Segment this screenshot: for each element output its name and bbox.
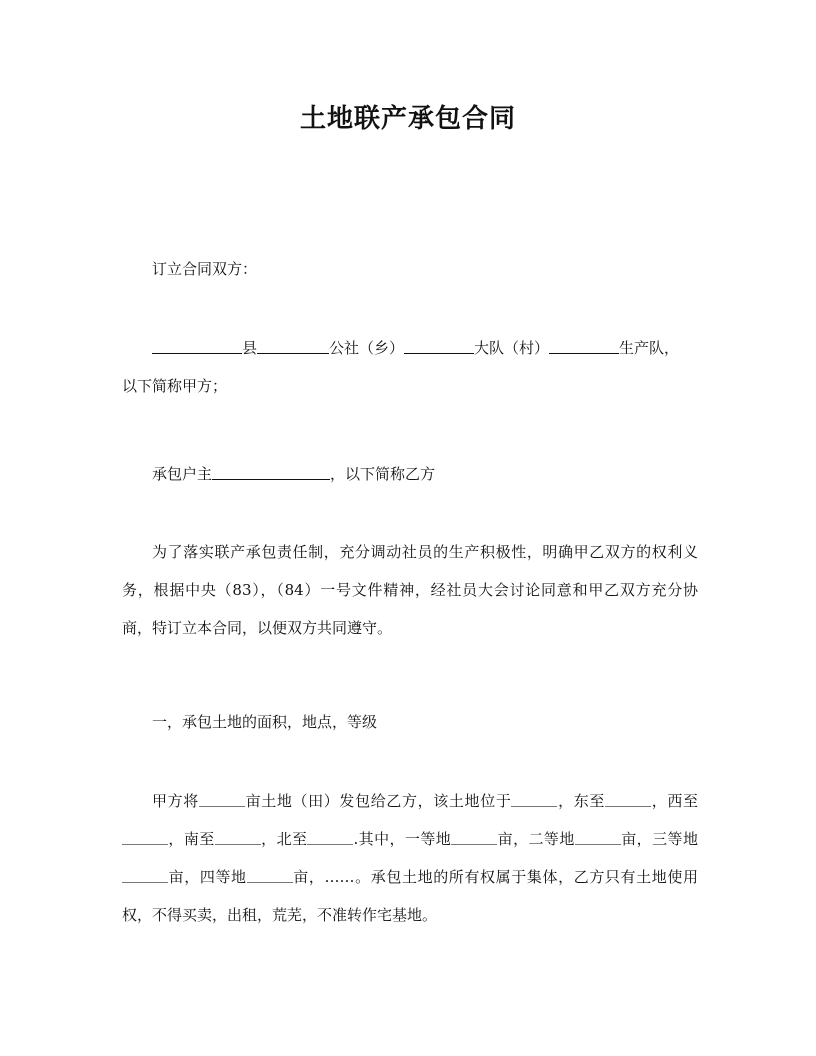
team-blank[interactable]	[549, 338, 619, 354]
document-title: 土地联产承包合同	[299, 104, 516, 134]
s1-text-6: ，北至	[260, 830, 308, 848]
purpose-paragraph: 为了落实联产承包责任制，充分调动社员的生产积极性，明确甲乙双方的权利义务，根据中央（83），（84）一号文件精神，经社员大会讨论同意和甲乙双方充分协商，特订立本合同，以便双方共同遵守。	[122, 543, 698, 637]
section1-heading: 一，承包土地的面积，地点，等级	[152, 713, 378, 731]
brigade-label: 大队（村）	[474, 339, 550, 357]
party-b-prefix: 承包户主	[152, 465, 213, 483]
commune-blank[interactable]	[257, 338, 329, 354]
grade1-blank[interactable]	[451, 830, 497, 845]
north-boundary-blank[interactable]	[307, 830, 353, 845]
section1-paragraph	[122, 782, 698, 934]
grade3-blank[interactable]	[122, 868, 168, 883]
s1-text-11: 亩，……。承包土地的所有权属于集体，乙方只有土地使用权，不得买卖，出租，荒芜，不准转作宅基地。	[122, 868, 698, 924]
s1-text-9: 亩，三等地	[620, 830, 698, 848]
area-blank[interactable]	[199, 792, 245, 807]
grade4-blank[interactable]	[247, 868, 293, 883]
party-a-suffix: 以下简称甲方；	[122, 377, 228, 395]
county-label: 县	[242, 339, 258, 357]
contractor-name-blank[interactable]	[212, 464, 330, 480]
team-label: 生产队，	[619, 339, 680, 357]
s1-text-5: ，南至	[168, 830, 215, 848]
west-boundary-blank[interactable]	[122, 830, 168, 845]
s1-text-3: ，东至	[557, 792, 606, 810]
s1-text-8: 亩，二等地	[497, 830, 575, 848]
s1-text-1: 甲方将	[152, 792, 199, 810]
s1-text-2: 亩土地（田）发包给乙方，该土地位于	[244, 792, 512, 810]
s1-text-4: ，西至	[651, 792, 698, 810]
brigade-blank[interactable]	[404, 338, 474, 354]
intro-line: 订立合同双方：	[152, 260, 258, 278]
south-boundary-blank[interactable]	[215, 830, 261, 845]
location-blank[interactable]	[511, 792, 557, 807]
county-blank[interactable]	[152, 338, 242, 354]
party-b-paragraph	[122, 455, 698, 493]
party-a-paragraph	[122, 329, 698, 405]
party-b-suffix: ，以下简称乙方	[330, 465, 436, 483]
s1-text-10: 亩，四等地	[168, 868, 247, 886]
east-boundary-blank[interactable]	[605, 792, 651, 807]
s1-text-7: .其中，一等地	[353, 830, 452, 848]
grade2-blank[interactable]	[575, 830, 621, 845]
commune-label: 公社（乡）	[329, 339, 405, 357]
